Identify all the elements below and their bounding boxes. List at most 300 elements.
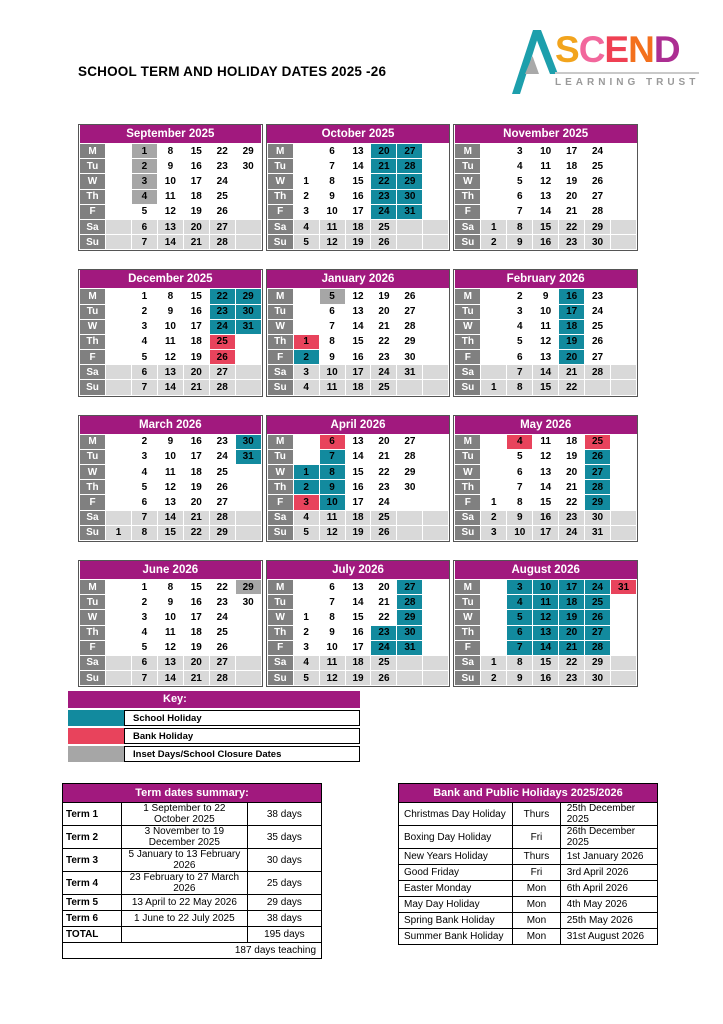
date-cell: 28 [209, 510, 235, 525]
date-cell [235, 219, 261, 234]
date-cell: 30 [585, 671, 611, 686]
date-cell: 15 [533, 219, 559, 234]
b-day: Fri [513, 826, 561, 849]
date-cell: 29 [585, 495, 611, 510]
date-cell: 18 [345, 655, 371, 670]
date-cell: 3 [131, 610, 157, 625]
day-label: W [455, 610, 481, 625]
date-cell [611, 159, 637, 174]
date-cell: 10 [507, 525, 533, 540]
day-label: Tu [80, 304, 106, 319]
day-label: Tu [80, 159, 106, 174]
date-cell: 8 [319, 465, 345, 480]
date-cell [106, 465, 132, 480]
date-cell [481, 640, 507, 655]
date-cell [481, 144, 507, 159]
date-cell: 13 [533, 625, 559, 640]
date-cell: 10 [533, 579, 559, 594]
date-cell: 17 [559, 144, 585, 159]
date-cell [235, 235, 261, 250]
date-cell [106, 449, 132, 464]
date-cell: 19 [559, 610, 585, 625]
date-cell: 6 [507, 625, 533, 640]
date-cell: 23 [209, 159, 235, 174]
date-cell [611, 465, 637, 480]
date-cell: 6 [319, 304, 345, 319]
date-cell: 9 [157, 434, 183, 449]
date-cell: 14 [533, 640, 559, 655]
date-cell: 24 [371, 640, 397, 655]
date-cell [423, 495, 449, 510]
date-cell: 16 [345, 625, 371, 640]
date-cell: 17 [183, 319, 209, 334]
day-label: Sa [267, 365, 293, 380]
date-cell: 27 [209, 219, 235, 234]
day-label: Su [267, 525, 293, 540]
date-cell [235, 465, 261, 480]
ascend-wordmark [555, 30, 699, 70]
date-cell [611, 144, 637, 159]
date-cell [423, 449, 449, 464]
date-cell [397, 219, 423, 234]
date-cell: 29 [397, 465, 423, 480]
date-cell: 31 [235, 319, 261, 334]
date-cell: 11 [533, 434, 559, 449]
date-cell: 14 [533, 480, 559, 495]
date-cell: 26 [585, 449, 611, 464]
date-cell: 13 [345, 304, 371, 319]
calendar-row [78, 124, 638, 251]
date-cell [106, 189, 132, 204]
date-cell [481, 289, 507, 304]
date-cell: 1 [131, 144, 157, 159]
b-name: New Years Holiday [399, 849, 513, 865]
date-cell: 26 [371, 671, 397, 686]
date-cell: 2 [131, 434, 157, 449]
page-title: SCHOOL TERM AND HOLIDAY DATES 2025 -26 [78, 64, 387, 79]
day-label: M [80, 579, 106, 594]
date-cell: 29 [235, 579, 261, 594]
date-cell: 16 [533, 235, 559, 250]
date-cell [611, 289, 637, 304]
date-cell: 14 [157, 380, 183, 395]
bank-holiday-row [399, 849, 658, 865]
date-cell [481, 480, 507, 495]
t-label: Term 3 [63, 849, 122, 872]
date-cell: 27 [585, 465, 611, 480]
bank-holiday-row [399, 826, 658, 849]
date-cell: 22 [559, 219, 585, 234]
date-cell: 26 [371, 235, 397, 250]
date-cell [423, 365, 449, 380]
date-cell: 14 [157, 671, 183, 686]
date-cell: 28 [209, 235, 235, 250]
date-cell: 31 [611, 579, 637, 594]
date-cell: 20 [371, 304, 397, 319]
date-cell: 22 [559, 655, 585, 670]
bank-holiday-row [399, 897, 658, 913]
day-label: Su [267, 235, 293, 250]
date-cell: 18 [183, 189, 209, 204]
month-header: August 2026 [455, 561, 637, 580]
date-cell: 17 [183, 610, 209, 625]
date-cell: 19 [345, 671, 371, 686]
date-cell: 10 [157, 319, 183, 334]
date-cell: 7 [131, 380, 157, 395]
term-row [63, 911, 322, 927]
date-cell: 9 [157, 159, 183, 174]
date-cell: 4 [131, 625, 157, 640]
date-cell [293, 304, 319, 319]
b-name: Christmas Day Holiday [399, 803, 513, 826]
t-days: 29 days [247, 895, 321, 911]
ascend-logo [512, 30, 699, 94]
bank-holiday-row [399, 913, 658, 929]
date-cell: 8 [319, 174, 345, 189]
date-cell: 12 [157, 204, 183, 219]
date-cell: 23 [559, 235, 585, 250]
date-cell [293, 319, 319, 334]
date-cell: 15 [157, 525, 183, 540]
date-cell: 7 [319, 595, 345, 610]
date-cell [611, 480, 637, 495]
day-label: W [267, 174, 293, 189]
date-cell: 3 [293, 365, 319, 380]
b-name: Easter Monday [399, 881, 513, 897]
date-cell: 4 [293, 510, 319, 525]
date-cell: 5 [131, 480, 157, 495]
date-cell: 18 [559, 159, 585, 174]
t-label: Term 1 [63, 803, 122, 826]
b-day: Thurs [513, 803, 561, 826]
date-cell: 8 [319, 334, 345, 349]
month-april-2026 [266, 415, 451, 542]
month-header: March 2026 [80, 416, 262, 435]
term-row [63, 826, 322, 849]
date-cell: 14 [157, 510, 183, 525]
day-label: W [267, 319, 293, 334]
date-cell [423, 380, 449, 395]
t-days: 38 days [247, 911, 321, 927]
date-cell: 20 [183, 365, 209, 380]
date-cell [611, 235, 637, 250]
date-cell [235, 655, 261, 670]
date-cell: 27 [209, 495, 235, 510]
date-cell [585, 380, 611, 395]
date-cell: 14 [157, 235, 183, 250]
date-cell [235, 625, 261, 640]
day-label: W [80, 174, 106, 189]
date-cell [235, 189, 261, 204]
date-cell: 26 [209, 350, 235, 365]
date-cell: 15 [345, 610, 371, 625]
date-cell: 21 [183, 235, 209, 250]
date-cell: 11 [319, 380, 345, 395]
date-cell: 28 [585, 640, 611, 655]
date-cell: 13 [533, 189, 559, 204]
date-cell: 12 [157, 480, 183, 495]
term-dates-summary-table [62, 783, 322, 959]
date-cell: 4 [507, 159, 533, 174]
date-cell: 16 [183, 434, 209, 449]
date-cell: 2 [131, 159, 157, 174]
date-cell [106, 380, 132, 395]
date-cell: 5 [131, 640, 157, 655]
day-label: Su [455, 671, 481, 686]
date-cell: 25 [209, 625, 235, 640]
date-cell: 30 [235, 159, 261, 174]
date-cell: 31 [397, 640, 423, 655]
date-cell [611, 365, 637, 380]
date-cell [235, 380, 261, 395]
day-label: Su [455, 380, 481, 395]
date-cell: 27 [397, 144, 423, 159]
date-cell [235, 610, 261, 625]
date-cell: 29 [397, 334, 423, 349]
day-label: Tu [455, 449, 481, 464]
date-cell: 7 [319, 159, 345, 174]
date-cell: 25 [371, 219, 397, 234]
date-cell [235, 174, 261, 189]
date-cell: 7 [131, 235, 157, 250]
day-label: Tu [455, 304, 481, 319]
date-cell: 20 [559, 625, 585, 640]
date-cell: 1 [293, 610, 319, 625]
day-label: W [455, 465, 481, 480]
date-cell [423, 304, 449, 319]
logo-letter: E [604, 29, 629, 70]
t-range: 5 January to 13 February 2026 [121, 849, 247, 872]
date-cell: 16 [345, 189, 371, 204]
date-cell: 25 [209, 465, 235, 480]
date-cell: 24 [371, 495, 397, 510]
date-cell [106, 655, 132, 670]
date-cell [397, 525, 423, 540]
date-cell: 10 [157, 610, 183, 625]
date-cell: 7 [319, 449, 345, 464]
date-cell [423, 159, 449, 174]
date-cell: 17 [345, 365, 371, 380]
date-cell: 4 [131, 465, 157, 480]
date-cell [235, 350, 261, 365]
date-cell: 18 [559, 595, 585, 610]
day-label: Sa [267, 219, 293, 234]
date-cell [611, 319, 637, 334]
date-cell: 15 [345, 334, 371, 349]
bank-holiday-row [399, 929, 658, 945]
month-header: December 2025 [80, 270, 262, 289]
day-label: Tu [455, 159, 481, 174]
date-cell: 25 [585, 595, 611, 610]
day-label: Sa [80, 655, 106, 670]
date-cell: 5 [507, 449, 533, 464]
date-cell: 15 [183, 579, 209, 594]
date-cell: 1 [131, 579, 157, 594]
date-cell [423, 579, 449, 594]
day-label: F [80, 495, 106, 510]
date-cell: 19 [183, 480, 209, 495]
date-cell: 9 [157, 595, 183, 610]
date-cell [423, 204, 449, 219]
term-row [63, 927, 322, 943]
date-cell: 27 [585, 189, 611, 204]
day-label: Sa [455, 219, 481, 234]
b-date: 3rd April 2026 [560, 865, 657, 881]
date-cell [106, 579, 132, 594]
date-cell [235, 640, 261, 655]
day-label: Sa [267, 510, 293, 525]
date-cell [611, 671, 637, 686]
date-cell: 11 [319, 655, 345, 670]
t-range: 13 April to 22 May 2026 [121, 895, 247, 911]
date-cell: 22 [371, 334, 397, 349]
date-cell [106, 204, 132, 219]
date-cell [423, 219, 449, 234]
day-label: Sa [267, 655, 293, 670]
day-label: M [80, 289, 106, 304]
date-cell: 21 [559, 640, 585, 655]
month-header: May 2026 [455, 416, 637, 435]
date-cell: 1 [131, 289, 157, 304]
date-cell [611, 174, 637, 189]
date-cell: 23 [209, 595, 235, 610]
date-cell [423, 174, 449, 189]
date-cell: 21 [183, 671, 209, 686]
date-cell: 21 [371, 449, 397, 464]
date-cell [423, 595, 449, 610]
date-cell [106, 289, 132, 304]
date-cell: 19 [371, 289, 397, 304]
day-label: M [267, 144, 293, 159]
date-cell [611, 495, 637, 510]
date-cell: 15 [345, 465, 371, 480]
learning-trust-label: LEARNING TRUST [555, 72, 699, 88]
date-cell: 29 [397, 174, 423, 189]
day-label: F [80, 350, 106, 365]
date-cell: 16 [559, 289, 585, 304]
date-cell: 24 [209, 449, 235, 464]
day-label: Tu [455, 595, 481, 610]
date-cell: 9 [319, 625, 345, 640]
date-cell: 19 [559, 449, 585, 464]
day-label: F [455, 350, 481, 365]
date-cell: 6 [507, 189, 533, 204]
key-label: Bank Holiday [124, 728, 360, 744]
day-label: Th [267, 334, 293, 349]
date-cell: 31 [235, 449, 261, 464]
date-cell: 28 [397, 159, 423, 174]
date-cell: 22 [371, 610, 397, 625]
day-label: Th [267, 480, 293, 495]
date-cell: 28 [585, 480, 611, 495]
date-cell [293, 449, 319, 464]
date-cell: 6 [319, 579, 345, 594]
date-cell: 15 [345, 174, 371, 189]
date-cell: 22 [559, 380, 585, 395]
date-cell: 25 [371, 510, 397, 525]
date-cell: 5 [507, 610, 533, 625]
day-label: Tu [267, 449, 293, 464]
day-label: F [455, 204, 481, 219]
date-cell [611, 189, 637, 204]
date-cell: 6 [507, 350, 533, 365]
date-cell: 19 [345, 235, 371, 250]
date-cell: 1 [293, 334, 319, 349]
date-cell: 4 [131, 189, 157, 204]
month-header: November 2025 [455, 125, 637, 144]
date-cell: 20 [371, 579, 397, 594]
date-cell: 12 [533, 174, 559, 189]
date-cell: 16 [533, 671, 559, 686]
b-day: Fri [513, 865, 561, 881]
calendar-grid [78, 124, 638, 705]
date-cell: 7 [131, 510, 157, 525]
date-cell: 22 [183, 525, 209, 540]
date-cell [106, 334, 132, 349]
date-cell: 24 [371, 365, 397, 380]
b-date: 31st August 2026 [560, 929, 657, 945]
date-cell [611, 510, 637, 525]
t-days: 30 days [247, 849, 321, 872]
date-cell: 5 [507, 174, 533, 189]
date-cell: 12 [533, 610, 559, 625]
date-cell [397, 655, 423, 670]
date-cell [611, 655, 637, 670]
date-cell: 18 [183, 334, 209, 349]
day-label: M [267, 434, 293, 449]
day-label: Th [80, 189, 106, 204]
date-cell [423, 289, 449, 304]
date-cell: 28 [209, 380, 235, 395]
date-cell [481, 319, 507, 334]
date-cell: 9 [319, 189, 345, 204]
date-cell: 2 [293, 480, 319, 495]
day-label: Su [80, 671, 106, 686]
date-cell: 13 [533, 350, 559, 365]
date-cell: 20 [559, 350, 585, 365]
date-cell [235, 671, 261, 686]
day-label: Tu [267, 304, 293, 319]
date-cell: 24 [209, 610, 235, 625]
b-name: Good Friday [399, 865, 513, 881]
date-cell: 19 [183, 640, 209, 655]
bank-holiday-row [399, 881, 658, 897]
month-august-2026 [453, 560, 638, 687]
date-cell: 27 [397, 304, 423, 319]
date-cell: 1 [293, 174, 319, 189]
bank-holiday-row [399, 803, 658, 826]
date-cell [611, 350, 637, 365]
day-label: Th [267, 625, 293, 640]
date-cell: 1 [481, 495, 507, 510]
date-cell [293, 289, 319, 304]
date-cell: 23 [371, 350, 397, 365]
date-cell: 25 [371, 380, 397, 395]
date-cell: 28 [397, 319, 423, 334]
date-cell: 11 [533, 159, 559, 174]
date-cell: 2 [293, 350, 319, 365]
day-label: W [80, 319, 106, 334]
date-cell [235, 334, 261, 349]
date-cell: 11 [157, 465, 183, 480]
date-cell: 12 [533, 334, 559, 349]
date-cell [481, 350, 507, 365]
date-cell [611, 219, 637, 234]
date-cell: 19 [183, 350, 209, 365]
date-cell: 5 [319, 289, 345, 304]
month-header: February 2026 [455, 270, 637, 289]
term-row [63, 803, 322, 826]
